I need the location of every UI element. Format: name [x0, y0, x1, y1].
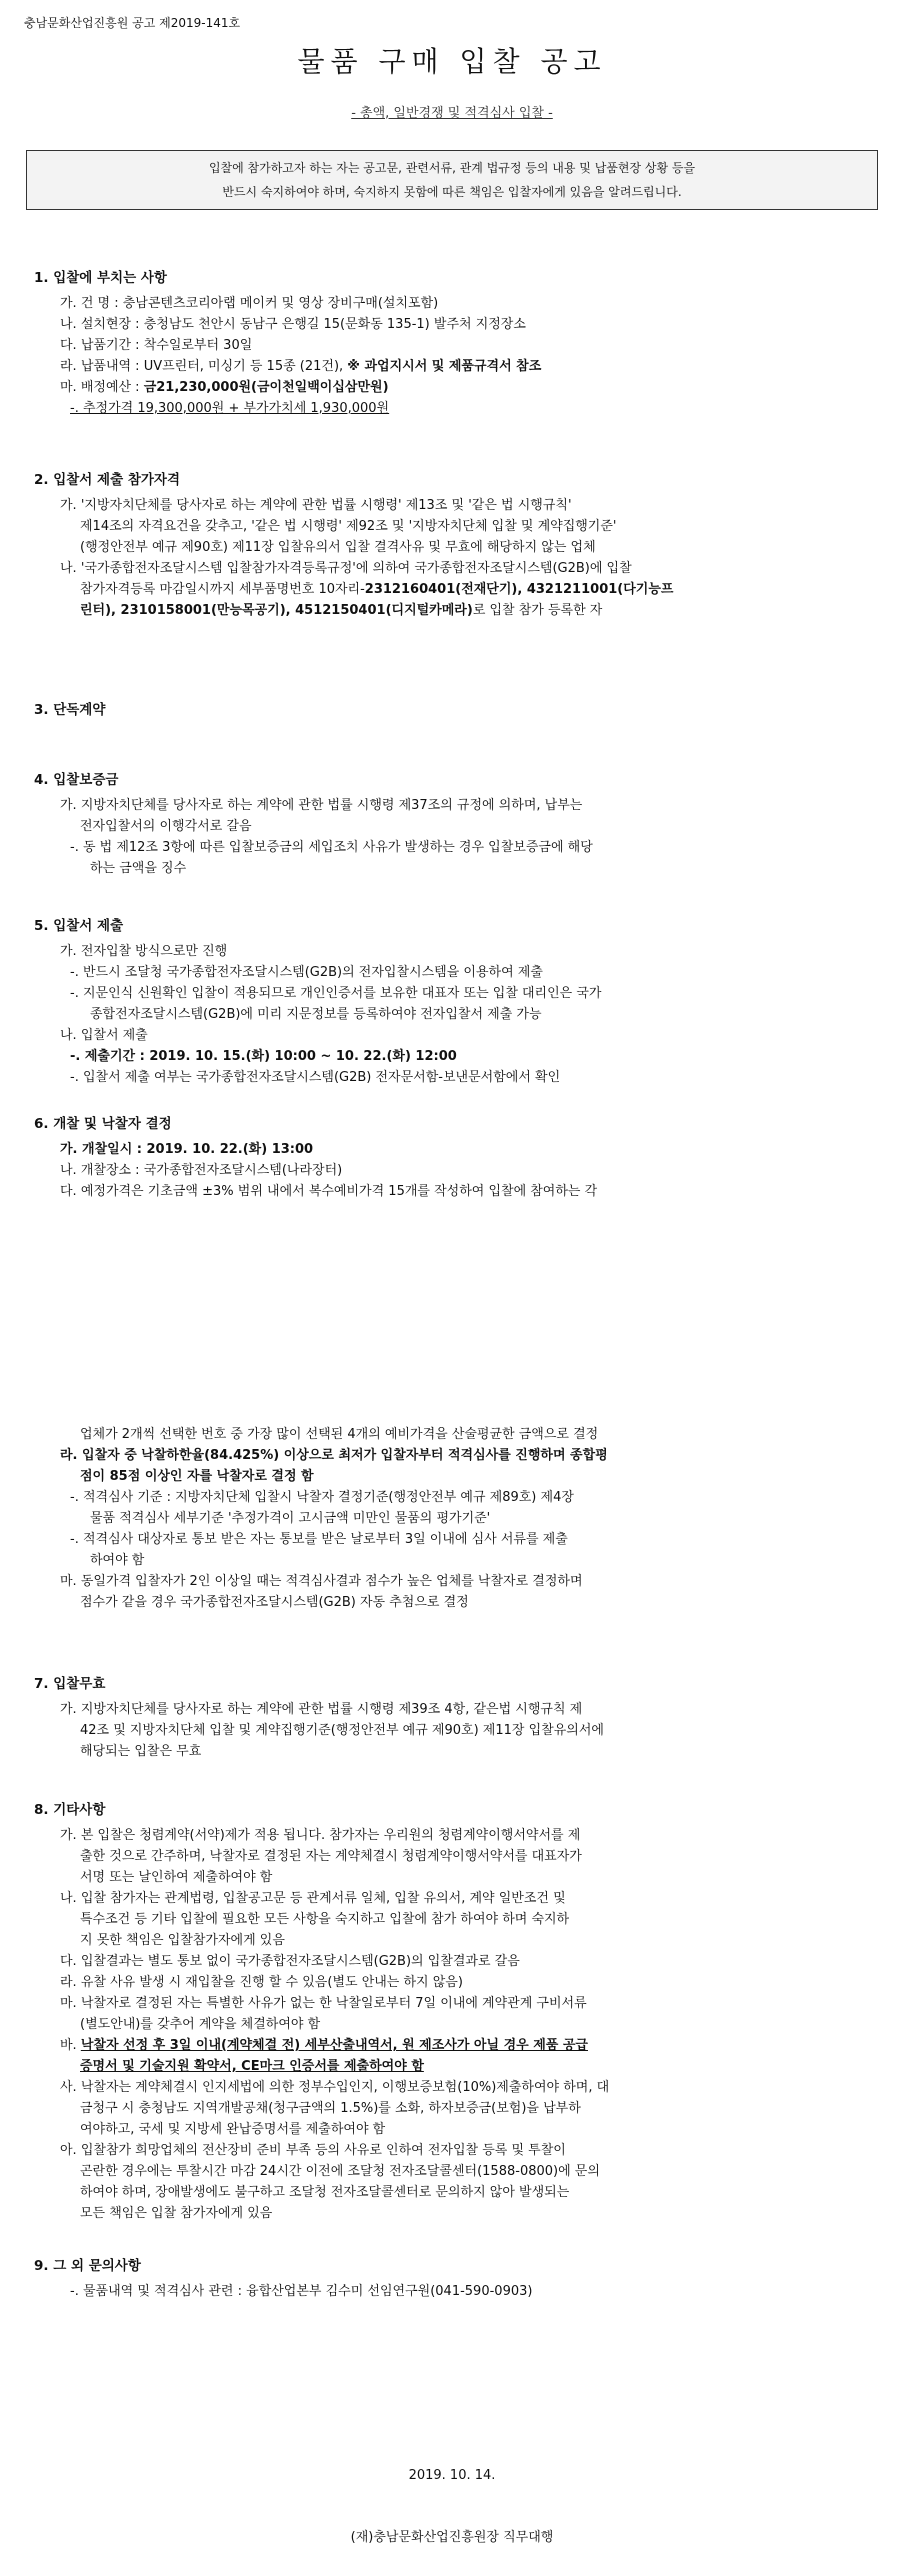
intro-line-2: 반드시 숙지하여야 하며, 숙지하지 못함에 따른 책임은 입찰자에게 있음을 알려드립니다. [222, 185, 682, 199]
section-5 [34, 916, 878, 1088]
s8-line-11-prefix: 바. [60, 2038, 81, 2053]
s8-line-11 [34, 2035, 878, 2056]
s9-contact: -. 물품내역 및 적격심사 관련 : 융합산업본부 김수미 선임연구원(041-590-0903) [70, 2284, 533, 2299]
section-8 [34, 1800, 878, 2224]
s5-line-1: 가. 전자입찰 방식으로만 진행 [60, 944, 228, 959]
s4-line-1: 가. 지방자치단체를 당사자로 하는 계약에 관한 법률 시행령 제37조의 규정에 의하며, 납부는 [60, 798, 583, 813]
s8-line-19: 모든 책임은 입찰 참가자에게 있음 [80, 2206, 273, 2221]
section-6-title: 6. 개찰 및 낙찰자 결정 [34, 1116, 172, 1132]
section-4 [34, 770, 878, 879]
s8-line-17: 곤란한 경우에는 투찰시간 마감 24시간 이전에 조달청 전자조달콜센터(1588-0800)에 문의 [80, 2164, 600, 2179]
s6-line-7: -. 적격심사 기준 : 지방자치단체 입찰시 낙찰자 결정기준(행정안전부 예규 제89호) 제4장 [70, 1490, 574, 1505]
s4-line-4: 하는 금액을 징수 [90, 861, 187, 876]
s6-line-8: 물품 적격심사 세부기준 '추정가격이 고시금액 미만인 물품의 평가기준' [90, 1511, 491, 1526]
s5-line-3: -. 지문인식 신원확인 입찰이 적용되므로 개인인증서를 보유한 대표자 또는 입찰 대리인은 국가 [70, 986, 602, 1001]
s5-line-2: -. 반드시 조달청 국가종합전자조달시스템(G2B)의 전자입찰시스템을 이용하여 제출 [70, 965, 543, 980]
section-6 [34, 1114, 878, 1202]
s8-line-8: 라. 유찰 사유 발생 시 재입찰을 진행 할 수 있음(별도 안내는 하지 않음) [60, 1975, 463, 1990]
s2-line-5-text: 참가자격등록 마감일시까지 세부품명번호 10자리- [80, 582, 365, 597]
s1-item-ma [34, 377, 878, 398]
s8-line-14: 금청구 시 충청남도 지역개발공채(청구금액의 1.5%)를 소화, 하자보증금(보험)을 납부하 [80, 2101, 581, 2116]
s7-line-3: 해당되는 입찰은 무효 [80, 1744, 202, 1759]
s8-line-12 [34, 2056, 878, 2077]
section-9 [34, 2256, 878, 2302]
s6-line-11: 마. 동일가격 입찰자가 2인 이상일 때는 적격심사결과 점수가 높은 업체를 낙찰자로 결정하며 [60, 1574, 583, 1589]
s1-item-ra [34, 356, 878, 377]
s6-line-12: 점수가 같을 경우 국가종합전자조달시스템(G2B) 자동 추첨으로 결정 [80, 1595, 469, 1610]
section-7 [34, 1674, 878, 1762]
s8-line-16: 아. 입찰참가 희망업체의 전산장비 준비 부족 등의 사유로 인하여 전자입찰 등록 및 투찰이 [60, 2143, 566, 2158]
s6-line-10: 하여야 함 [90, 1553, 145, 1568]
section-1-title: 1. 입찰에 부치는 사항 [34, 270, 167, 286]
s8-line-5: 특수조건 등 기타 입찰에 필요한 모든 사항을 숙지하고 입찰에 참가 하여야 하며 숙지하 [80, 1912, 570, 1927]
s8-line-15: 여야하고, 국세 및 지방세 완납증명서를 제출하여야 함 [80, 2122, 386, 2137]
s8-line-9: 마. 낙찰자로 결정된 자는 특별한 사유가 없는 한 낙찰일로부터 7일 이내에 계약관계 구비서류 [60, 1996, 587, 2011]
intro-line-1: 입찰에 참가하고자 하는 자는 공고문, 관련서류, 관계 법규정 등의 내용 및 납품현장 상황 등을 [208, 161, 696, 175]
s5-submission-period: -. 제출기간 : 2019. 10. 15.(화) 10:00 ~ 10. 22.(화) 12:00 [70, 1049, 457, 1064]
s2-line-6-codes: 린터), 2310158001(만능목공기), 4512150401(디지털카메라) [80, 603, 473, 618]
s8-line-4: 나. 입찰 참가자는 관계법령, 입찰공고문 등 관계서류 일체, 입찰 유의서, 계약 일반조건 및 [60, 1891, 566, 1906]
s6-opening-datetime: 가. 개찰일시 : 2019. 10. 22.(화) 13:00 [60, 1142, 314, 1157]
s1-ma-estimate: -. 추정가격 19,300,000원 + 부가가치세 1,930,000원 [70, 401, 390, 416]
page-subtitle [0, 102, 904, 121]
s6-line-2: 나. 개찰장소 : 국가종합전자조달시스템(나라장터) [60, 1163, 343, 1178]
section-3 [34, 700, 878, 725]
s1-item-ga: 가. 건 명 : 충남콘텐츠코리아랩 메이커 및 영상 장비구매(설치포함) [60, 296, 439, 311]
section-9-title: 9. 그 외 문의사항 [34, 2258, 141, 2274]
s7-line-2: 42조 및 지방자치단체 입찰 및 계약집행기준(행정안전부 예규 제90호) 제11장 입찰유의서에 [80, 1723, 604, 1738]
s8-line-3: 서명 또는 날인하여 제출하여야 함 [80, 1870, 273, 1885]
issuer-signature: (재)충남문화산업진흥원장 직무대행 [350, 2530, 554, 2545]
notice-date: 2019. 10. 14. [408, 2468, 496, 2483]
section-6-continued [34, 1424, 878, 1613]
page-title: 물품 구매 입찰 공고 [297, 45, 607, 78]
s1-ra-text: 라. 납품내역 : UV프린터, 미싱기 등 15종 (21건), [60, 359, 348, 374]
s4-line-3: -. 동 법 제12조 3항에 따른 입찰보증금의 세입조치 사유가 발생하는 경우 입찰보증금에 해당 [70, 840, 593, 855]
s5-line-5: 나. 입찰서 제출 [60, 1028, 148, 1043]
section-3-title: 3. 단독계약 [34, 702, 106, 718]
s5-line-7: -. 입찰서 제출 여부는 국가종합전자조달시스템(G2B) 전자문서함-보낸문서함에서 확인 [70, 1070, 561, 1085]
notice-number: 충남문화산업진흥원 공고 제2019-141호 [24, 16, 241, 30]
s1-ma-amount: 금21,230,000원(금이천일백이십삼만원) [143, 380, 389, 395]
s8-line-7: 다. 입찰결과는 별도 통보 없이 국가종합전자조달시스템(G2B)의 입찰결과로 갈음 [60, 1954, 520, 1969]
s6-line-3: 다. 예정가격은 기초금액 ±3% 범위 내에서 복수예비가격 15개를 작성하여 입찰에 참여하는 각 [60, 1184, 598, 1199]
s2-line-5 [34, 579, 878, 600]
s8-line-2: 출한 것으로 간주하며, 낙찰자로 결정된 자는 계약체결시 청렴계약이행서약서를 대표자가 [80, 1849, 582, 1864]
s1-ra-note: ※ 과업지시서 및 제품규격서 참조 [347, 359, 542, 374]
s6-line-6: 점이 85점 이상인 자를 낙찰자로 결정 함 [80, 1469, 314, 1484]
s8-line-10: (별도안내)를 갖추어 계약을 체결하여야 함 [80, 2017, 321, 2032]
section-2-title: 2. 입찰서 제출 참가자격 [34, 472, 180, 488]
s6-line-9: -. 적격심사 대상자로 통보 받은 자는 통보를 받은 날로부터 3일 이내에 심사 서류를 제출 [70, 1532, 568, 1547]
section-2 [34, 470, 878, 621]
s2-line-2: 제14조의 자격요건을 갖추고, '같은 법 시행령' 제92조 및 '지방자치단체 입찰 및 계약집행기준' [80, 519, 617, 534]
s6-line-1 [34, 1139, 878, 1160]
section-4-title: 4. 입찰보증금 [34, 772, 119, 788]
s8-line-6: 지 못한 책임은 입찰참가자에게 있음 [80, 1933, 285, 1948]
s1-item-da: 다. 납품기간 : 착수일로부터 30일 [60, 338, 253, 353]
s6-line-4: 업체가 2개씩 선택한 번호 중 가장 많이 선택된 4개의 예비가격을 산술평균한 금액으로 결정 [80, 1427, 599, 1442]
s2-line-6 [34, 600, 878, 621]
s2-line-6-text: 로 입찰 참가 등록한 자 [472, 603, 603, 618]
section-8-title: 8. 기타사항 [34, 1802, 106, 1818]
subtitle-text: - 총액, 일반경쟁 및 적격심사 입찰 - [351, 106, 553, 121]
intro-box [26, 150, 878, 210]
section-5-title: 5. 입찰서 제출 [34, 918, 124, 934]
s2-line-1: 가. '지방자치단체를 당사자로 하는 계약에 관한 법률 시행령' 제13조 및 '같은 법 시행규칙' [60, 498, 572, 513]
s1-item-ma-sub [34, 398, 878, 419]
s1-ma-label: 마. 배정예산 : [60, 380, 144, 395]
s6-line-5: 라. 입찰자 중 낙찰하한율(84.425%) 이상으로 최저가 입찰자부터 적격심사를 진행하며 종합평 [60, 1448, 608, 1463]
s8-line-1: 가. 본 입찰은 청렴계약(서약)제가 적용 됩니다. 참가자는 우리원의 청렴계약이행서약서를 제 [60, 1828, 581, 1843]
s2-line-4: 나. '국가종합전자조달시스템 입찰참가자격등록규정'에 의하여 국가종합전자조달시스템(G2B)에 입찰 [60, 561, 632, 576]
s1-item-na: 나. 설치현장 : 충청남도 천안시 동남구 은행길 15(문화동 135-1) 발주처 지정장소 [60, 317, 526, 332]
s8-line-18: 하여야 하며, 장애발생에도 불구하고 조달청 전자조달콜센터로 문의하지 않아 발생되는 [80, 2185, 570, 2200]
s8-line-12-emphasis: 증명서 및 기술지원 확약서, CE마크 인증서를 제출하여야 함 [80, 2059, 424, 2074]
s7-line-1: 가. 지방자치단체를 당사자로 하는 계약에 관한 법률 시행령 제39조 4항, 같은법 시행규칙 제 [60, 1702, 583, 1717]
s8-line-11-emphasis: 낙찰자 선정 후 3일 이내(계약체결 전) 세부산출내역서, 원 제조사가 아닐 경우 제품 공급 [80, 2038, 588, 2053]
s8-line-13: 사. 낙찰자는 계약체결시 인지세법에 의한 정부수입인지, 이행보증보험(10%)제출하여야 하며, 대 [60, 2080, 610, 2095]
s5-line-4: 종합전자조달시스템(G2B)에 미리 지문정보를 등록하여야 전자입찰서 제출 가능 [90, 1007, 542, 1022]
s4-line-2: 전자입찰서의 이행각서로 갈음 [80, 819, 252, 834]
s2-line-3: (행정안전부 예규 제90호) 제11장 입찰유의서 입찰 결격사유 및 무효에 해당하지 않는 업체 [80, 540, 596, 555]
section-1 [34, 268, 878, 419]
section-7-title: 7. 입찰무효 [34, 1676, 106, 1692]
s2-line-5-codes: 2312160401(전재단기), 4321211001(다기능프 [364, 582, 674, 597]
